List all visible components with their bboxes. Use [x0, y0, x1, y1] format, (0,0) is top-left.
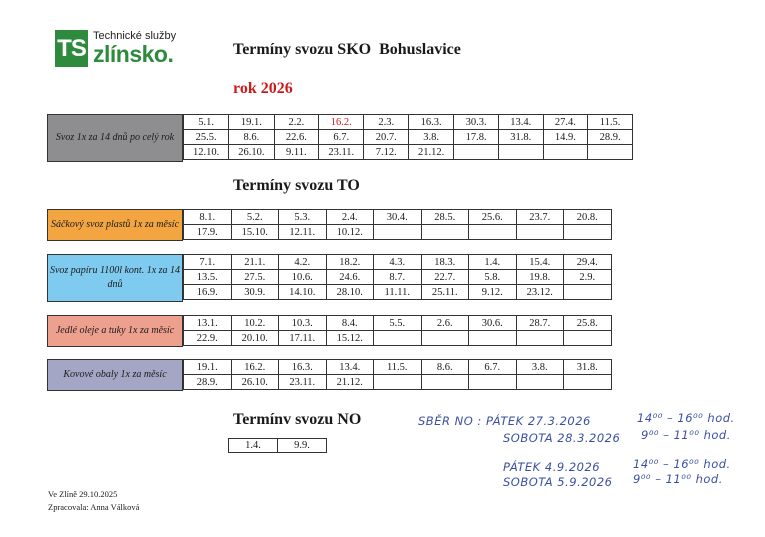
date-cell: 28.9. [588, 130, 633, 145]
no-date-cell: 1.4. [229, 439, 278, 453]
sko-label: Svoz 1x za 14 dnů po celý rok [47, 114, 183, 162]
date-cell: 5.8. [469, 270, 517, 285]
metals-table [183, 359, 612, 390]
date-cell: 29.4. [564, 255, 612, 270]
date-cell: 30.4. [374, 210, 422, 225]
date-cell [543, 145, 588, 160]
date-cell: 2.9. [564, 270, 612, 285]
date-cell: 25.11. [421, 285, 469, 300]
date-cell: 11.5. [374, 360, 422, 375]
paper-schedule [47, 254, 633, 302]
date-cell: 1.4. [469, 255, 517, 270]
date-cell [564, 331, 612, 346]
oils-label: Jedlé oleje a tuky 1x za měsíc [47, 315, 183, 347]
date-cell: 10.3. [279, 316, 327, 331]
handwritten-note-line: SOBOTA 5.9.2026 [503, 475, 613, 489]
date-cell: 28.7. [516, 316, 564, 331]
date-cell: 7.1. [184, 255, 232, 270]
paper-table [183, 254, 612, 300]
date-cell: 21.1. [231, 255, 279, 270]
schedule-row [184, 375, 612, 390]
date-cell: 25.6. [469, 210, 517, 225]
date-cell: 11.5. [588, 115, 633, 130]
date-cell: 2.4. [326, 210, 374, 225]
schedule-row [184, 255, 612, 270]
date-cell: 22.6. [274, 130, 319, 145]
date-cell: 19.8. [516, 270, 564, 285]
date-cell: 6.7. [469, 360, 517, 375]
date-cell [516, 331, 564, 346]
no-section-title: Termínv svozu NO [233, 411, 362, 428]
handwritten-note-time: 9⁰⁰ – 11⁰⁰ hod. [633, 472, 723, 486]
date-cell: 6.7. [319, 130, 364, 145]
year-label: rok 2026 [233, 80, 293, 97]
date-cell: 24.6. [326, 270, 374, 285]
paper-label: Svoz papíru 1100l kont. 1x za 14 dnů [47, 254, 183, 302]
date-cell: 13.4. [498, 115, 543, 130]
date-cell: 13.5. [184, 270, 232, 285]
plastics-schedule [47, 209, 633, 241]
date-cell: 10.6. [279, 270, 327, 285]
logo-top-text: Technické služby [93, 30, 177, 42]
schedule-row [184, 115, 633, 130]
oils-schedule [47, 315, 633, 347]
date-cell: 14.10. [279, 285, 327, 300]
date-cell: 15.12. [326, 331, 374, 346]
date-cell: 26.10. [231, 375, 279, 390]
date-cell: 16.9. [184, 285, 232, 300]
sko-schedule [47, 114, 633, 162]
date-cell: 11.11. [374, 285, 422, 300]
date-cell [421, 225, 469, 240]
date-cell: 7.12. [364, 145, 409, 160]
date-cell: 21.12. [326, 375, 374, 390]
schedule-row [184, 210, 612, 225]
date-cell: 12.10. [184, 145, 229, 160]
date-cell [469, 225, 517, 240]
date-cell: 23.11. [319, 145, 364, 160]
date-cell: 22.9. [184, 331, 232, 346]
to-section-title: Termíny svozu TO [233, 177, 360, 194]
schedule-row [184, 145, 633, 160]
date-cell: 18.3. [421, 255, 469, 270]
metals-label: Kovové obaly 1x za měsíc [47, 359, 183, 391]
schedule-row [184, 270, 612, 285]
handwritten-note-line: PÁTEK 4.9.2026 [503, 460, 601, 474]
date-cell: 10.12. [326, 225, 374, 240]
logo-mark: TS [55, 30, 88, 67]
date-cell [469, 331, 517, 346]
date-cell: 22.7. [421, 270, 469, 285]
oils-table [183, 315, 612, 346]
plastics-label: Sáčkový svoz plastů 1x za měsíc [47, 209, 183, 241]
date-cell: 5.5. [374, 316, 422, 331]
date-cell: 28.10. [326, 285, 374, 300]
no-dates-table [228, 438, 327, 453]
date-cell [564, 375, 612, 390]
date-cell: 18.2. [326, 255, 374, 270]
date-cell: 17.8. [454, 130, 499, 145]
handwritten-note-time: 14⁰⁰ – 16⁰⁰ hod. [633, 457, 731, 471]
date-cell: 15.10. [231, 225, 279, 240]
date-cell: 10.2. [231, 316, 279, 331]
date-cell: 4.2. [279, 255, 327, 270]
schedule-row [184, 285, 612, 300]
handwritten-note-line: SOBOTA 28.3.2026 [503, 431, 621, 445]
sko-table [183, 114, 633, 160]
date-cell: 3.8. [516, 360, 564, 375]
date-cell: 20.10. [231, 331, 279, 346]
date-cell [516, 225, 564, 240]
date-cell: 2.6. [421, 316, 469, 331]
date-cell: 19.1. [229, 115, 274, 130]
date-cell [564, 285, 612, 300]
date-cell: 12.11. [279, 225, 327, 240]
date-cell: 20.8. [564, 210, 612, 225]
date-cell: 2.2. [274, 115, 319, 130]
footer-date: Ve Zlíně 29.10.2025 [48, 489, 118, 499]
date-cell: 8.4. [326, 316, 374, 331]
date-cell: 23.12. [516, 285, 564, 300]
date-cell: 17.9. [184, 225, 232, 240]
date-cell: 9.12. [469, 285, 517, 300]
date-cell: 2.3. [364, 115, 409, 130]
schedule-row [184, 130, 633, 145]
date-cell: 25.5. [184, 130, 229, 145]
date-cell: 26.10. [229, 145, 274, 160]
schedule-row [184, 331, 612, 346]
date-cell: 21.12. [409, 145, 454, 160]
date-cell: 30.6. [469, 316, 517, 331]
date-cell: 25.8. [564, 316, 612, 331]
date-cell: 4.3. [374, 255, 422, 270]
date-cell [421, 331, 469, 346]
date-cell [374, 225, 422, 240]
metals-schedule [47, 359, 633, 391]
date-cell: 13.4. [326, 360, 374, 375]
handwritten-note-time: 14⁰⁰ – 16⁰⁰ hod. [637, 411, 735, 425]
logo-bottom-text: zlínsko. [93, 41, 174, 67]
date-cell: 17.11. [279, 331, 327, 346]
date-cell: 27.5. [231, 270, 279, 285]
date-cell [588, 145, 633, 160]
date-cell: 8.6. [229, 130, 274, 145]
plastics-table [183, 209, 612, 240]
date-cell [454, 145, 499, 160]
date-cell: 5.1. [184, 115, 229, 130]
company-logo [55, 30, 185, 70]
schedule-row [184, 225, 612, 240]
date-cell [374, 331, 422, 346]
date-cell: 23.7. [516, 210, 564, 225]
handwritten-note-line: SBĚR NO : PÁTEK 27.3.2026 [418, 414, 591, 428]
date-cell: 28.9. [184, 375, 232, 390]
date-cell: 16.2. [319, 115, 364, 130]
date-cell: 3.8. [409, 130, 454, 145]
date-cell: 5.2. [231, 210, 279, 225]
date-cell [564, 225, 612, 240]
date-cell [498, 145, 543, 160]
date-cell: 16.3. [279, 360, 327, 375]
date-cell [374, 375, 422, 390]
date-cell: 31.8. [564, 360, 612, 375]
date-cell: 23.11. [279, 375, 327, 390]
date-cell: 16.2. [231, 360, 279, 375]
no-date-cell: 9.9. [278, 439, 327, 453]
date-cell [516, 375, 564, 390]
date-cell: 20.7. [364, 130, 409, 145]
footer-author: Zpracovala: Anna Válková [48, 502, 140, 512]
date-cell [421, 375, 469, 390]
date-cell [469, 375, 517, 390]
date-cell: 28.5. [421, 210, 469, 225]
date-cell: 30.9. [231, 285, 279, 300]
page-title: Termíny svozu SKO Bohuslavice [233, 41, 461, 58]
date-cell: 27.4. [543, 115, 588, 130]
date-cell: 30.3. [454, 115, 499, 130]
date-cell: 5.3. [279, 210, 327, 225]
date-cell: 31.8. [498, 130, 543, 145]
date-cell: 9.11. [274, 145, 319, 160]
date-cell: 8.7. [374, 270, 422, 285]
schedule-row [184, 316, 612, 331]
handwritten-note-time: 9⁰⁰ – 11⁰⁰ hod. [641, 428, 731, 442]
date-cell: 14.9. [543, 130, 588, 145]
date-cell: 16.3. [409, 115, 454, 130]
date-cell: 13.1. [184, 316, 232, 331]
date-cell: 8.1. [184, 210, 232, 225]
schedule-row [184, 360, 612, 375]
date-cell: 8.6. [421, 360, 469, 375]
date-cell: 19.1. [184, 360, 232, 375]
date-cell: 15.4. [516, 255, 564, 270]
